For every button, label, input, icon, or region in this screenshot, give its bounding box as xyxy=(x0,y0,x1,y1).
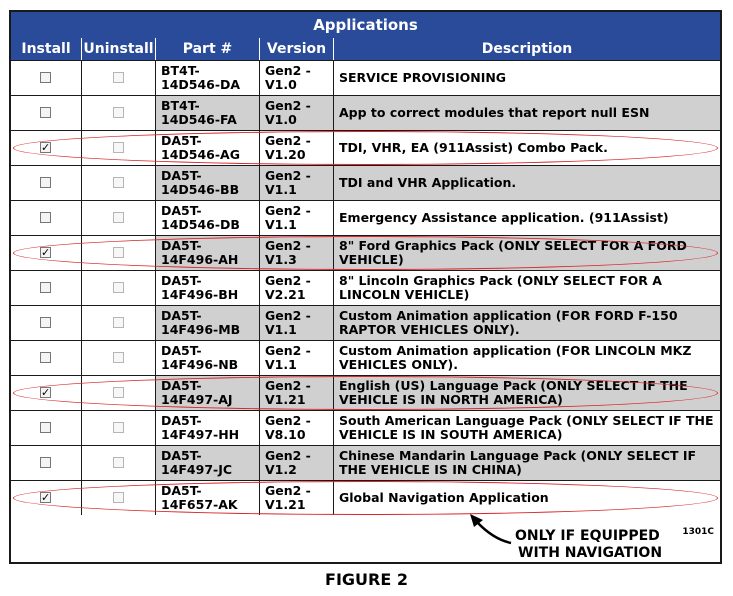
part-prefix: DA5T- xyxy=(161,483,202,498)
install-cell xyxy=(11,411,81,445)
part-number xyxy=(155,201,259,235)
uninstall-checkbox[interactable] xyxy=(113,247,124,258)
part-suffix: 14F496-BH xyxy=(161,287,239,302)
part-suffix: 14F657-AK xyxy=(161,497,238,512)
version-number: V8.10 xyxy=(265,427,306,442)
description-text: South American Language Pack (ONLY SELECT IF THE VEHICLE IS IN SOUTH AMERICA) xyxy=(339,413,714,442)
part-prefix: DA5T- xyxy=(161,378,202,393)
version-gen: Gen2 - xyxy=(265,343,311,358)
description xyxy=(333,201,720,235)
header-uninstall: Uninstall xyxy=(81,38,155,60)
install-cell xyxy=(11,61,81,95)
part-number xyxy=(155,341,259,375)
description xyxy=(333,481,720,515)
install-checkbox[interactable] xyxy=(40,492,51,503)
part-number xyxy=(155,446,259,480)
uninstall-checkbox[interactable] xyxy=(113,317,124,328)
install-checkbox[interactable] xyxy=(40,72,51,83)
part-number xyxy=(155,166,259,200)
description-text: Emergency Assistance application. (911Assist) xyxy=(339,210,669,225)
install-checkbox[interactable] xyxy=(40,457,51,468)
callout-line-1: ONLY IF EQUIPPED xyxy=(515,528,660,544)
description-text: 8" Lincoln Graphics Pack (ONLY SELECT FOR A LINCOLN VEHICLE) xyxy=(339,273,662,302)
description xyxy=(333,96,720,130)
checkmark-icon: ✓ xyxy=(41,491,51,504)
part-prefix: DA5T- xyxy=(161,413,202,428)
uninstall-cell xyxy=(81,306,155,340)
version xyxy=(259,166,333,200)
version-gen: Gen2 - xyxy=(265,133,311,148)
uninstall-cell xyxy=(81,481,155,515)
version-gen: Gen2 - xyxy=(265,378,311,393)
uninstall-cell xyxy=(81,411,155,445)
checkmark-icon: ✓ xyxy=(41,386,51,399)
version-number: V1.0 xyxy=(265,112,297,127)
part-suffix: 14D546-BB xyxy=(161,182,240,197)
version-number: V1.21 xyxy=(265,392,306,407)
table-row xyxy=(11,60,720,95)
header-version: Version xyxy=(259,38,333,60)
part-number xyxy=(155,61,259,95)
part-prefix: DA5T- xyxy=(161,133,202,148)
description xyxy=(333,271,720,305)
panel-title: Applications xyxy=(11,12,720,38)
table-row xyxy=(11,270,720,305)
part-suffix: 14F496-MB xyxy=(161,322,241,337)
table-row xyxy=(11,305,720,340)
version xyxy=(259,61,333,95)
install-cell xyxy=(11,341,81,375)
description-text: SERVICE PROVISIONING xyxy=(339,70,507,85)
version-gen: Gen2 - xyxy=(265,203,311,218)
part-suffix: 14F497-AJ xyxy=(161,392,233,407)
version xyxy=(259,96,333,130)
version-gen: Gen2 - xyxy=(265,413,311,428)
version xyxy=(259,446,333,480)
uninstall-cell xyxy=(81,236,155,270)
description-text: TDI and VHR Application. xyxy=(339,175,517,190)
version-gen: Gen2 - xyxy=(265,98,311,113)
description-text: English (US) Language Pack (ONLY SELECT IF THE VEHICLE IS IN NORTH AMERICA) xyxy=(339,378,688,407)
version-gen: Gen2 - xyxy=(265,483,311,498)
install-checkbox[interactable] xyxy=(40,282,51,293)
version xyxy=(259,306,333,340)
applications-panel xyxy=(9,10,722,564)
table-row xyxy=(11,340,720,375)
header-description: Description xyxy=(333,38,720,60)
part-prefix: DA5T- xyxy=(161,308,202,323)
description-text: Custom Animation application (FOR LINCOLN MKZ VEHICLES ONLY). xyxy=(339,343,692,372)
uninstall-checkbox[interactable] xyxy=(113,72,124,83)
description xyxy=(333,131,720,165)
part-number xyxy=(155,96,259,130)
uninstall-cell xyxy=(81,376,155,410)
checkmark-icon: ✓ xyxy=(41,246,51,259)
version-gen: Gen2 - xyxy=(265,238,311,253)
part-number xyxy=(155,236,259,270)
table-body xyxy=(11,60,720,515)
part-number xyxy=(155,376,259,410)
part-suffix: 14F497-HH xyxy=(161,427,240,442)
version xyxy=(259,376,333,410)
part-prefix: DA5T- xyxy=(161,238,202,253)
version-number: V1.1 xyxy=(265,322,297,337)
version-gen: Gen2 - xyxy=(265,448,311,463)
version xyxy=(259,201,333,235)
install-cell xyxy=(11,131,81,165)
part-suffix: 14F496-NB xyxy=(161,357,239,372)
uninstall-cell xyxy=(81,271,155,305)
header-install: Install xyxy=(21,41,71,57)
part-prefix: DA5T- xyxy=(161,273,202,288)
version xyxy=(259,131,333,165)
table-row xyxy=(11,165,720,200)
install-cell xyxy=(11,271,81,305)
version xyxy=(259,411,333,445)
part-suffix: 14D546-AG xyxy=(161,147,240,162)
description-text: Chinese Mandarin Language Pack (ONLY SELECT IF THE VEHICLE IS IN CHINA) xyxy=(339,448,697,477)
part-number xyxy=(155,131,259,165)
install-checkbox[interactable] xyxy=(40,387,51,398)
version-number: V1.0 xyxy=(265,77,297,92)
uninstall-checkbox[interactable] xyxy=(113,492,124,503)
uninstall-cell xyxy=(81,96,155,130)
table-row xyxy=(11,445,720,480)
version-number: V1.3 xyxy=(265,252,297,267)
version xyxy=(259,481,333,515)
part-number xyxy=(155,481,259,515)
uninstall-checkbox[interactable] xyxy=(113,422,124,433)
uninstall-checkbox[interactable] xyxy=(113,352,124,363)
description xyxy=(333,376,720,410)
header-part: Part # xyxy=(155,38,259,60)
version-number: V1.1 xyxy=(265,217,297,232)
part-prefix: BT4T- xyxy=(161,98,200,113)
part-prefix: DA5T- xyxy=(161,168,202,183)
figure-caption: FIGURE 2 xyxy=(325,570,408,589)
description xyxy=(333,166,720,200)
uninstall-checkbox[interactable] xyxy=(113,142,124,153)
table-row xyxy=(11,95,720,130)
table-row xyxy=(11,375,720,410)
version-gen: Gen2 - xyxy=(265,308,311,323)
version-number: V1.21 xyxy=(265,497,306,512)
install-checkbox[interactable] xyxy=(40,352,51,363)
install-cell xyxy=(11,446,81,480)
description-text: Global Navigation Application xyxy=(339,490,549,505)
version-number: V1.1 xyxy=(265,182,297,197)
table-row xyxy=(11,410,720,445)
uninstall-checkbox[interactable] xyxy=(113,212,124,223)
description xyxy=(333,341,720,375)
part-number xyxy=(155,306,259,340)
uninstall-cell xyxy=(81,446,155,480)
install-checkbox[interactable] xyxy=(40,142,51,153)
install-checkbox[interactable] xyxy=(40,247,51,258)
version-gen: Gen2 - xyxy=(265,273,311,288)
description-text: 8" Ford Graphics Pack (ONLY SELECT FOR A FORD VEHICLE) xyxy=(339,238,687,267)
uninstall-checkbox[interactable] xyxy=(113,457,124,468)
description xyxy=(333,236,720,270)
part-prefix: DA5T- xyxy=(161,343,202,358)
table-row xyxy=(11,200,720,235)
version-number: V1.20 xyxy=(265,147,306,162)
part-suffix: 14D546-DA xyxy=(161,77,241,92)
description-text: TDI, VHR, EA (911Assist) Combo Pack. xyxy=(339,140,608,155)
callout-line-2: WITH NAVIGATION xyxy=(518,545,663,561)
install-cell xyxy=(11,96,81,130)
description xyxy=(333,411,720,445)
uninstall-checkbox[interactable] xyxy=(113,387,124,398)
version xyxy=(259,271,333,305)
callout-note xyxy=(515,528,662,562)
install-cell xyxy=(11,306,81,340)
part-number xyxy=(155,411,259,445)
part-suffix: 14F497-JC xyxy=(161,462,233,477)
checkmark-icon: ✓ xyxy=(41,141,51,154)
part-prefix: DA5T- xyxy=(161,448,202,463)
uninstall-cell xyxy=(81,201,155,235)
uninstall-cell xyxy=(81,131,155,165)
version-number: V1.1 xyxy=(265,357,297,372)
install-cell xyxy=(11,236,81,270)
description xyxy=(333,306,720,340)
table-row xyxy=(11,235,720,270)
uninstall-checkbox[interactable] xyxy=(113,107,124,118)
description xyxy=(333,61,720,95)
install-checkbox[interactable] xyxy=(40,177,51,188)
description-text: Custom Animation application (FOR FORD F-150 RAPTOR VEHICLES ONLY). xyxy=(339,308,678,337)
part-suffix: 14D546-DB xyxy=(161,217,240,232)
version-number: V1.2 xyxy=(265,462,297,477)
install-checkbox[interactable] xyxy=(40,107,51,118)
install-checkbox[interactable] xyxy=(40,212,51,223)
uninstall-cell xyxy=(81,341,155,375)
description-text: App to correct modules that report null ESN xyxy=(339,105,650,120)
uninstall-cell xyxy=(81,166,155,200)
install-cell xyxy=(11,376,81,410)
table-row xyxy=(11,130,720,165)
part-prefix: DA5T- xyxy=(161,203,202,218)
reference-code: 1301C xyxy=(682,527,714,537)
part-number xyxy=(155,271,259,305)
table-row xyxy=(11,480,720,515)
version-gen: Gen2 - xyxy=(265,63,311,78)
uninstall-checkbox[interactable] xyxy=(113,177,124,188)
part-suffix: 14F496-AH xyxy=(161,252,239,267)
version xyxy=(259,341,333,375)
install-checkbox[interactable] xyxy=(40,422,51,433)
table-header xyxy=(11,38,720,60)
uninstall-checkbox[interactable] xyxy=(113,282,124,293)
part-suffix: 14D546-FA xyxy=(161,112,237,127)
version-gen: Gen2 - xyxy=(265,168,311,183)
install-checkbox[interactable] xyxy=(40,317,51,328)
part-prefix: BT4T- xyxy=(161,63,200,78)
uninstall-cell xyxy=(81,61,155,95)
version-number: V2.21 xyxy=(265,287,306,302)
install-cell xyxy=(11,201,81,235)
description xyxy=(333,446,720,480)
install-cell xyxy=(11,166,81,200)
version xyxy=(259,236,333,270)
install-cell xyxy=(11,481,81,515)
